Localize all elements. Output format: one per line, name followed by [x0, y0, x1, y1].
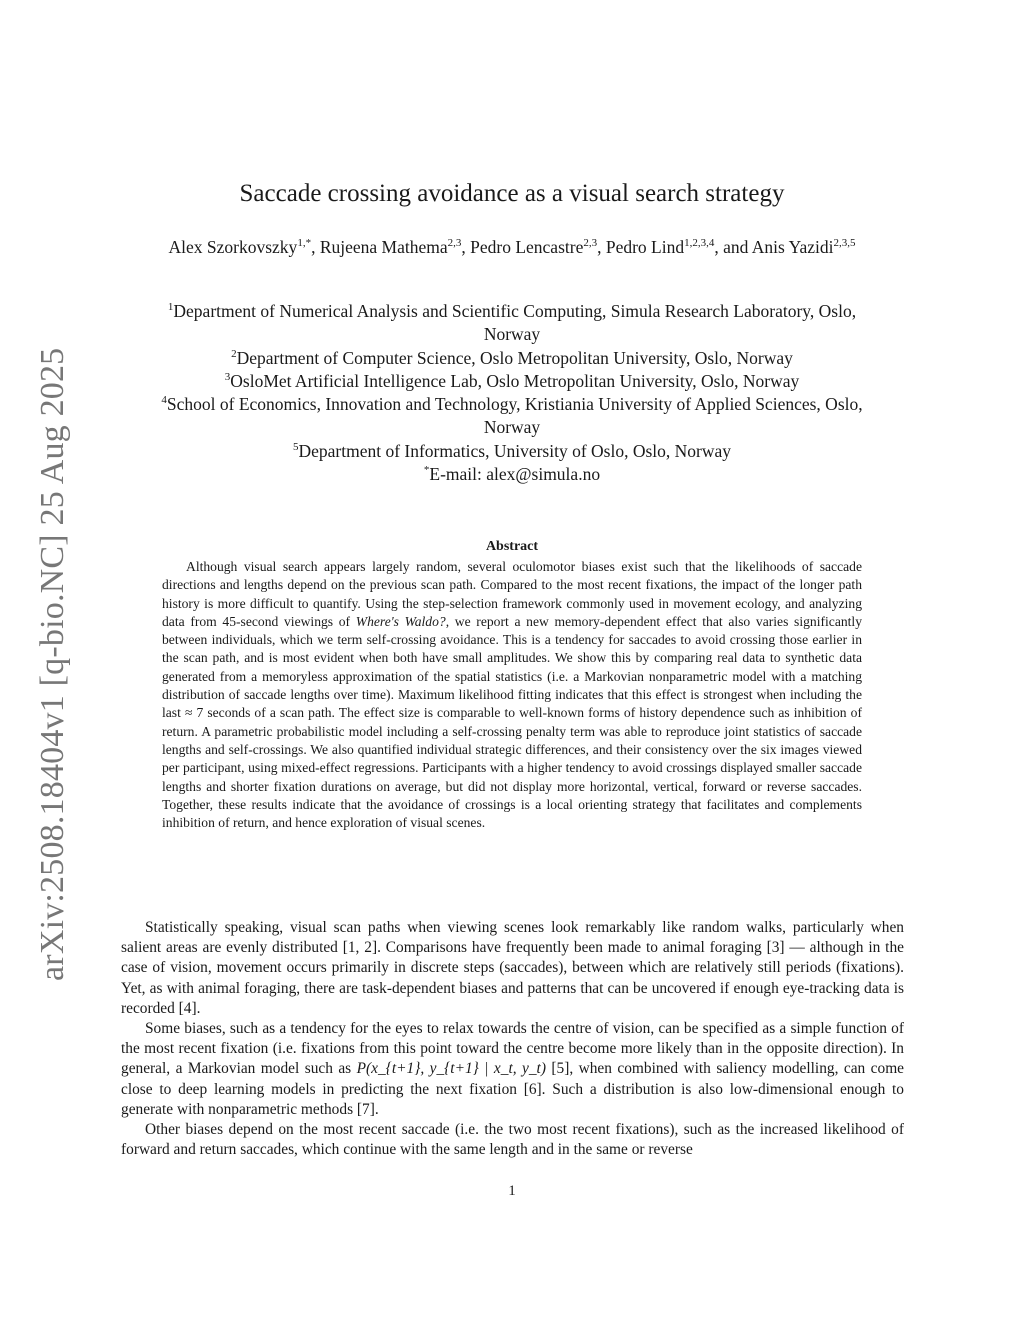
author-affiliation-mark: 1,* — [297, 237, 312, 250]
math-expression: P(x_{t+1}, y_{t+1} | x_t, y_t) — [356, 1060, 546, 1078]
author-name: Alex Szorkovszky — [168, 237, 298, 257]
contact-email — [150, 463, 874, 486]
affiliation-mark: 1 — [167, 301, 174, 314]
affiliation-text: Department of Computer Science, Oslo Metropolitan University, Oslo, Norway — [236, 347, 793, 368]
author-name: Pedro Lind — [605, 237, 685, 257]
author-name: Rujeena Mathema — [319, 237, 448, 257]
affiliation — [150, 440, 874, 463]
abstract-heading: Abstract — [485, 539, 539, 554]
affiliation-mark: 3 — [224, 371, 231, 384]
affiliation — [150, 370, 874, 393]
author-affiliation-mark: 2,3 — [447, 237, 462, 250]
affiliation-mark: 2 — [231, 347, 237, 360]
body-text: [5], when combined with saliency modelling, can come close to deep learning models in predicting the next fixation [6]. Such a distribution is also low-dimensional enough to generate with nonparametric methods [7]. — [121, 1060, 904, 1118]
author-name: Pedro Lencastre — [470, 237, 584, 257]
abstract-paragraph — [162, 558, 862, 832]
paper-title: Saccade crossing avoidance as a visual search strategy — [239, 180, 785, 207]
body-paragraph: Other biases depend on the most recent saccade (i.e. the two most recent fixations), such as the increased likelihood of forward and return saccades, which continue with the same length and in the same or reverse — [121, 1121, 904, 1159]
abstract-text: Although visual search appears largely random, several oculomotor biases exist such that the likelihoods of saccade directions and lengths depend on the previous scan path. Compared to the most recent fixations, the impact of the longer path history is more difficult to quantify. Using the step-selection framework commonly used in movement ecology, and analyzing data from 45-second viewings of — [162, 559, 862, 629]
body-text: Some biases, such as a tendency for the eyes to relax towards the centre of vision, can be specified as a simple function of the most recent fixation (i.e. fixations from this point toward the centre become more likely than in the opposite direction). In general, a Markovian model such as — [121, 1020, 904, 1078]
arxiv-identifier: arXiv:2508.18404v1 [q-bio.NC] 25 Aug 2025 — [34, 347, 71, 981]
author-name: Anis Yazidi — [751, 237, 834, 257]
email-text: E-mail: alex@simula.no — [429, 464, 601, 485]
affiliation-text: Department of Numerical Analysis and Scientific Computing, Simula Research Laboratory, Oslo, Norway — [173, 301, 857, 345]
author-affiliation-mark: 2,3,5 — [833, 237, 856, 250]
affiliation-mark: 5 — [292, 440, 299, 453]
body-paragraph — [121, 1019, 904, 1120]
email-mark: * — [423, 464, 430, 477]
author-affiliation-mark: 2,3 — [583, 237, 598, 250]
affiliation-text: OsloMet Artificial Intelligence Lab, Oslo Metropolitan University, Oslo, Norway — [230, 370, 800, 391]
author-list: Alex Szorkovszky$^{1,*}$, Rujeena Mathema$^{2,3}$, Pedro Lencastre$^{2,3}$, Pedro Lind$^{1,2,3,4}$, and Anis Yazidi$^{2,3,5}$ — [168, 237, 856, 257]
main-text — [121, 918, 904, 1160]
page-number: 1 — [508, 1183, 516, 1199]
affiliation — [150, 300, 874, 347]
abstract-text: , we report a new memory-dependent effect that also varies significantly between individuals, which we term self-crossing avoidance. This is a tendency for saccades to avoid crossing those earlier in the scan path, and is most evident when both have small amplitudes. We show this by comparing real data to synthetic data generated from a memoryless approximation of the spatial statistics (i.e. a Markovian nonparametric model with a matching distribution of saccade lengths over time). Maximum likelihood fitting indicates that this effect is strongest when including the last ≈ 7 seconds of a scan path. The effect size is comparable to well-known forms of history dependence such as inhibition of return. A parametric probabilistic model including a self-crossing penalty term was able to reproduce joint statistics of saccade lengths and self-crossings. We also quantified individual strategic differences, and their consistency over the six images viewed per participant, using mixed-effect regressions. Participants with a higher tendency to avoid crossings displayed smaller saccade lengths and shorter fixation durations on average, but did not display more horizontal, vertical, forward or reverse saccades. Together, these results indicate that the avoidance of crossings is a local orienting strategy that facilitates and complements inhibition of return, and hence exploration of visual scenes. — [162, 613, 863, 831]
abstract-italic-title: Where's Waldo? — [355, 613, 446, 629]
affiliation — [150, 393, 874, 440]
author-affiliation-mark: 1,2,3,4 — [684, 237, 715, 250]
affiliation — [150, 347, 874, 370]
affiliation-text: School of Economics, Innovation and Technology, Kristiania University of Applied Sciences, Oslo, Norway — [166, 394, 863, 438]
affiliation-mark: 4 — [161, 394, 167, 407]
affiliation-text: Department of Informatics, University of Oslo, Oslo, Norway — [298, 440, 732, 461]
abstract-body — [162, 558, 862, 832]
affiliation-list — [150, 300, 874, 486]
body-paragraph: Statistically speaking, visual scan paths when viewing scenes look remarkably like random walks, particularly when salient areas are evenly distributed [1, 2]. Comparisons have frequently been made to animal foraging [3] — although in the case of vision, movement occurs primarily in discrete steps (saccades), between which are relatively still periods (fixations). Yet, as with animal foraging, there are task-dependent biases and patterns that can be uncovered if enough eye-tracking data is recorded [4]. — [121, 919, 904, 1017]
